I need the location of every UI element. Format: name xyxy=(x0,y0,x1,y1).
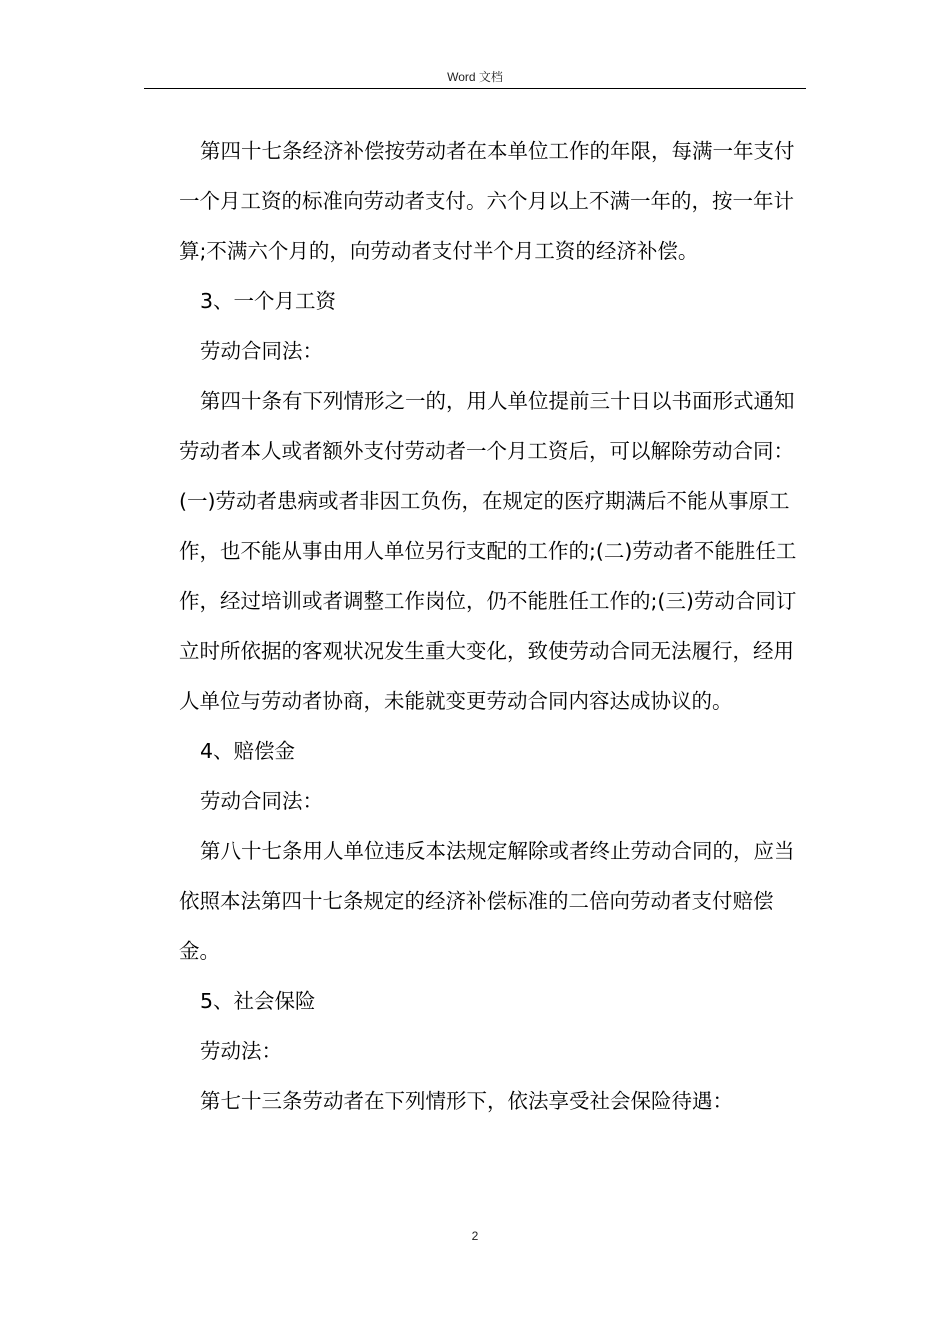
header-title: Word 文档 xyxy=(447,70,503,84)
paragraph-article-73: 第七十三条劳动者在下列情形下，依法享受社会保险待遇： xyxy=(200,1089,733,1113)
paragraph-article-47: 第四十七条经济补偿按劳动者在本单位工作的年限，每满一年支付一个月工资的标准向劳动者支付。六个月以上不满一年的，按一年计算;不满六个月的，向劳动者支付半个月工资的经济补偿。 xyxy=(179,139,795,263)
law-name-labor-contract-law: 劳动合同法： xyxy=(200,339,323,363)
page-number: 2 xyxy=(471,1229,479,1243)
law-name-labor-contract-law-2: 劳动合同法： xyxy=(200,789,323,813)
heading-one-month-wage: 3、一个月工资 xyxy=(200,289,337,313)
page-header xyxy=(144,66,806,89)
heading-social-insurance: 5、社会保险 xyxy=(200,989,316,1013)
document-body xyxy=(179,126,807,1126)
paragraph-article-87: 第八十七条用人单位违反本法规定解除或者终止劳动合同的，应当依照本法第四十七条规定的经济补偿标准的二倍向劳动者支付赔偿金。 xyxy=(179,839,795,963)
paragraph-article-40: 第四十条有下列情形之一的，用人单位提前三十日以书面形式通知劳动者本人或者额外支付劳动者一个月工资后，可以解除劳动合同：(一)劳动者患病或者非因工负伤，在规定的医疗期满后不能从事原工作，也不能从事由用人单位另行支配的工作的;(二)劳动者不能胜任工作，经过培训或者调整工作岗位，仍不能胜任工作的;(三)劳动合同订立时所依据的客观状况发生重大变化，致使劳动合同无法履行，经用人单位与劳动者协商，未能就变更劳动合同内容达成协议的。 xyxy=(179,389,797,713)
law-name-labor-law: 劳动法： xyxy=(200,1039,282,1063)
heading-compensation: 4、赔偿金 xyxy=(200,739,296,763)
